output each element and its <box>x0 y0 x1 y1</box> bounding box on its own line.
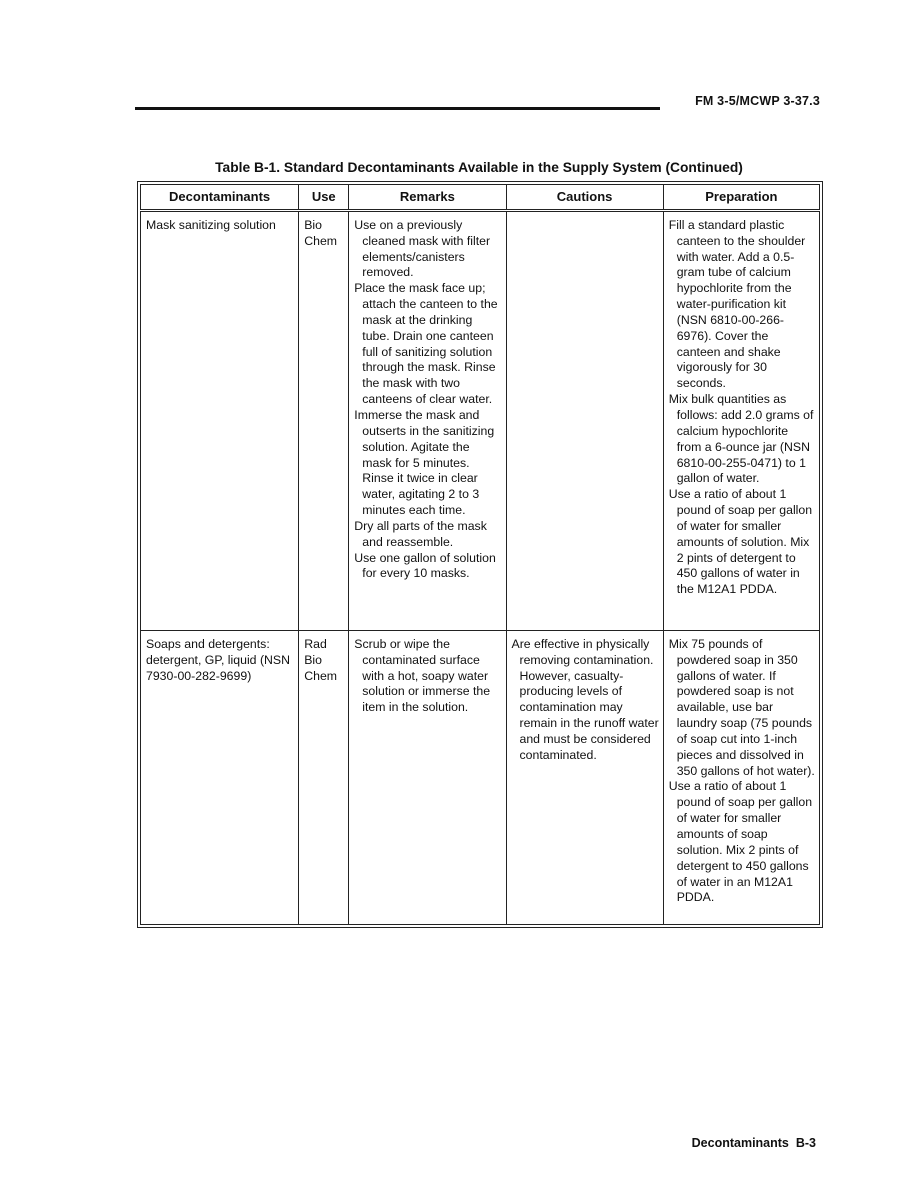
cell-decontaminant: Mask sanitizing solution <box>141 210 299 630</box>
table-title: Table B-1. Standard Decontaminants Available in the Supply System (Continued) <box>215 160 743 175</box>
cautions-paragraph: Are effective in physically removing contamination. However, casualty-producing levels of contamination may remain in the runoff water and must be considered contaminated. <box>511 636 659 762</box>
cell-preparation <box>663 630 819 924</box>
column-header-preparation: Preparation <box>663 185 819 211</box>
cell-decontaminant: Soaps and detergents: detergent, GP, liquid (NSN 7930-00-282-9699) <box>141 630 299 924</box>
preparation-paragraph: Use a ratio of about 1 pound of soap per gallon of water for smaller amounts of soap solution. Mix 2 pints of detergent to 450 gallons of water in an M12A1 PDDA. <box>668 779 813 905</box>
remarks-paragraph: Immerse the mask and outserts in the sanitizing solution. Agitate the mask for 5 minutes. Rinse it twice in clear water, agitating 2 to 3 minutes each time. <box>354 407 495 518</box>
preparation-paragraph: Fill a standard plastic canteen to the shoulder with water. Add a 0.5-gram tube of calcium hypochlorite from the water-purification kit (NSN 6810-00-266-6976). Cover the canteen and shake vigorously for 30 seconds. <box>668 217 806 391</box>
preparation-paragraph: Mix 75 pounds of powdered soap in 350 gallons of water. If powdered soap is not available, use bar laundry soap (75 pounds of soap cut into 1-inch pieces and dissolved in 350 gallons of hot water). <box>668 636 815 778</box>
preparation-paragraph: Use a ratio of about 1 pound of soap per gallon of water for smaller amounts of solution. Mix 2 pints of detergent to 450 gallons of water in the M12A1 PDDA. <box>668 487 813 597</box>
header-rule <box>135 107 660 110</box>
decontaminants-table-frame <box>137 181 823 928</box>
remarks-paragraph: Scrub or wipe the contaminated surface with a hot, soapy water solution or immerse the item in the solution. <box>354 636 491 715</box>
table-header-row <box>141 185 820 211</box>
table-row <box>141 630 820 924</box>
remarks-paragraph: Dry all parts of the mask and reassemble. <box>354 518 487 549</box>
table-row <box>141 210 820 630</box>
document-id: FM 3-5/MCWP 3-37.3 <box>695 94 820 108</box>
cell-preparation <box>663 210 819 630</box>
cell-cautions <box>506 630 663 924</box>
cell-cautions <box>506 210 663 630</box>
cell-use: Bio Chem <box>299 210 349 630</box>
column-header-remarks: Remarks <box>349 185 506 211</box>
footer-section: Decontaminants <box>691 1136 789 1150</box>
cell-remarks <box>349 630 506 924</box>
column-header-decontaminants: Decontaminants <box>141 185 299 211</box>
column-header-cautions: Cautions <box>506 185 663 211</box>
footer-page-number: B-3 <box>795 1136 816 1150</box>
remarks-paragraph: Use on a previously cleaned mask with filter elements/canisters removed. <box>354 217 491 280</box>
remarks-paragraph: Use one gallon of solution for every 10 masks. <box>354 550 496 581</box>
remarks-paragraph: Place the mask face up; attach the canteen to the mask at the drinking tube. Drain one canteen full of sanitizing solution through the mask. Rinse the mask with two canteens of clear water. <box>354 281 498 407</box>
decontaminants-table <box>140 184 820 925</box>
column-header-use: Use <box>299 185 349 211</box>
cell-remarks <box>349 210 506 630</box>
page-footer <box>692 1136 816 1150</box>
preparation-paragraph: Mix bulk quantities as follows: add 2.0 grams of calcium hypochlorite from a 6-ounce jar (NSN 6810-00-255-0471) to 1 gallon of water. <box>668 392 814 486</box>
cell-use: Rad Bio Chem <box>299 630 349 924</box>
